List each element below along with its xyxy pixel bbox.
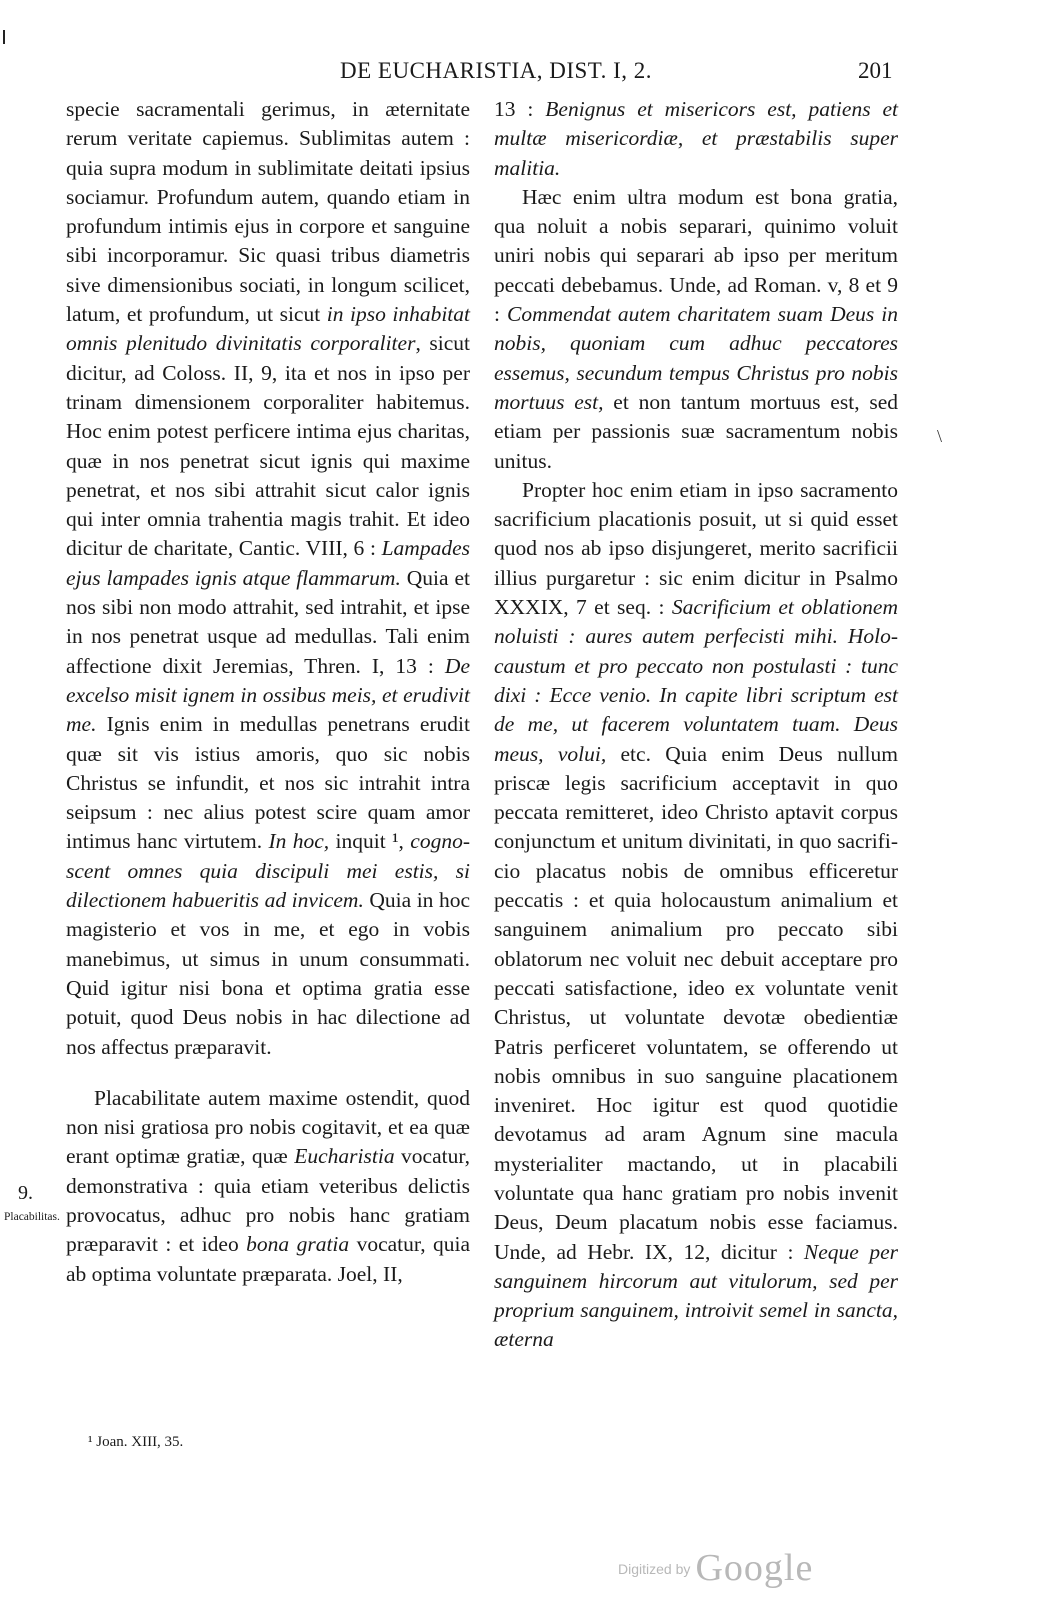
italic-quotation: Neque per sanguinem hircorum aut vitulorum, sed per proprium sanguinem, introivit semel in sancta, æterna (494, 1239, 899, 1352)
margin-section-number: 9. (18, 1182, 33, 1204)
text-run: Ignis enim in medullas penetrans erudit quæ sit vis istius amoris, quo sic nobis Christus se infundit, et nos sic intrahit intra seipsum : nec alius potest scire quam amor intimus hanc virtutem. (66, 712, 470, 854)
paragraph (494, 183, 898, 476)
watermark-prefix: Digitized by (618, 1561, 691, 1577)
italic-quotation: Sacrificium et oblationem noluisti : aures autem perfecisti mihi. Holocaustum et pro peccato non postulasti : tunc dixi : Ecce venio. In capite libri scriptum est de me, ut facerem voluntatem tuam. Deus meus, volui, (494, 595, 898, 766)
left-column (66, 95, 470, 1289)
italic-quotation: Lampades ejus lampades ignis atque flammarum. (66, 536, 470, 590)
paragraph (66, 95, 470, 1062)
running-head (0, 58, 1044, 88)
italic-quotation: cognoscent omnes quia discipuli mei estis, si dilectionem habueritis ad invicem. (66, 829, 470, 913)
google-logo: Google (695, 1547, 814, 1589)
text-run: vocatur, quia ab optima voluntate præparata. Joel, II, (66, 1232, 471, 1286)
text-run: Quia in hoc magisterio et vos in me, et ego in vobis manebimus, ut simus in unum consummati. Quid igitur nisi bona et optima gratia esse potuit, quod Deus nobis in hac dilectione ad nos affectus præparavit. (66, 888, 470, 1059)
stray-mark: \ (937, 426, 943, 446)
italic-quotation: Eucharistia (294, 1144, 395, 1169)
text-run: , sicut dicitur, ad Coloss. II, 9, ita et nos in ipso per trinam dimensionem corporaliter habitemus. Hoc enim potest perficere intima ejus charitas, quæ in nos penetrat sicut ignis qui maxime penetrat, et nos sibi attrahit sicut calor ignis qui inter omnia trahentia magis trahit. Et ideo dicitur de charitate, Cantic. VIII, 6 : (66, 331, 471, 561)
right-column (494, 95, 898, 1355)
italic-quotation: bona gratia (246, 1232, 350, 1257)
italic-quotation: Benignus et misericors est, patiens et multæ misericordiæ, et præstabilis super malitia. (494, 97, 898, 180)
italic-quotation: In hoc, (268, 829, 330, 854)
paragraph (494, 476, 898, 1355)
page-number: 201 (858, 58, 893, 83)
text-run: inquit ¹, (329, 829, 411, 854)
text-run: vocatur, demonstrativa : quia etiam veteribus delictis provocatus, adhuc pro nobis hanc gratiam præparavit : et ideo (66, 1144, 471, 1257)
italic-quotation: Commendat autem charitatem suam Deus in nobis, quoniam cum adhuc peccatores essemus, secundum tempus Christus pro nobis mortuus est, (494, 302, 898, 414)
italic-quotation: De excelso misit ignem in ossibus meis, et erudivit me. (66, 653, 470, 737)
text-run: 13 : (494, 97, 546, 121)
text-run: Hæc enim ultra modum est bona gratia, qua noluit a nobis separari, quinimo voluit uniri nobis qui separari ab ipso per meritum peccati debebamus. Unde, ad Roman. v, 8 et 9 : (494, 184, 898, 327)
paragraph (494, 95, 898, 183)
text-run: Placabilitate autem maxime ostendit, quod non nisi gratiosa pro nobis cogitavit, et ea quæ erant optimæ gratiæ, quæ (66, 1085, 470, 1169)
text-run: et non tantum mortuus est, sed etiam per passionis suæ sacramentum nobis unitus. (494, 389, 898, 473)
text-run: Quia et nos sibi non modo attrahit, sed intrahit, et ipse in nos penetrat usque ad medullas. Tali enim affectione dixit Jeremias, Thren. I, 13 : (66, 565, 470, 678)
paragraph (66, 1084, 470, 1289)
text-run: specie sacramentali gerimus, in æternitate rerum veritate capiemus. Sublimitas autem : quia supra modum in sublimitate deitati ipsius sociamur. Profundum autem, quando etiam in profundum intimis ejus in corpore et sanguine sibi incorporamur. Sic quasi tribus diametris sive dimensionibus sociati, in longum scilicet, latum, et profundum, ut sicut (66, 97, 470, 327)
italic-quotation: in ipso inhabitat omnis plenitudo divinitatis corporaliter (66, 302, 470, 356)
digitized-watermark (618, 1546, 813, 1590)
text-run: Propter hoc enim etiam in ipso sacramento sacrificium placationis posuit, ut si quid esset quod nos ab ipso disjungeret, merito sacrificii illius purgaretur : sic enim dicitur in Psalmo XXXIX, 7 et seq. : (494, 477, 898, 620)
running-title: DE EUCHARISTIA, DIST. I, 2. (340, 58, 653, 83)
margin-section-label: Placabilitas. (4, 1211, 60, 1223)
text-run: etc. Quia enim Deus nullum priscæ legis sacrificium acceptavit in quo peccata remitteret, ideo Christo aptavit corpus conjunctum et unitum divinitati, in quo sacrificio placatus nobis de omnibus efficeretur peccatis : et quia holocaustum animalium et sanguinem animalium pro peccato sibi oblatorum nec voluit nec debuit acceptare pro peccati satisfactione, ideo ex voluntate venit Christus, ut voluntate devotæ obedientiæ Patris perficeret voluntatem, se offerendo ut nobis omnibus in suo sanguine placationem inveniret. Hoc igitur est quod quotidie devotamus ad aram Agnum sine macula mysterialiter mactando, ut in placabili voluntate qua hanc gratiam pro nobis invenit Deus, Deum placatum nobis esse faciamus. Unde, ad Hebr. IX, 12, dicitur : (494, 741, 898, 1264)
footnote: ¹ Joan. XIII, 35. (88, 1434, 184, 1450)
scan-edge-mark (3, 30, 5, 44)
